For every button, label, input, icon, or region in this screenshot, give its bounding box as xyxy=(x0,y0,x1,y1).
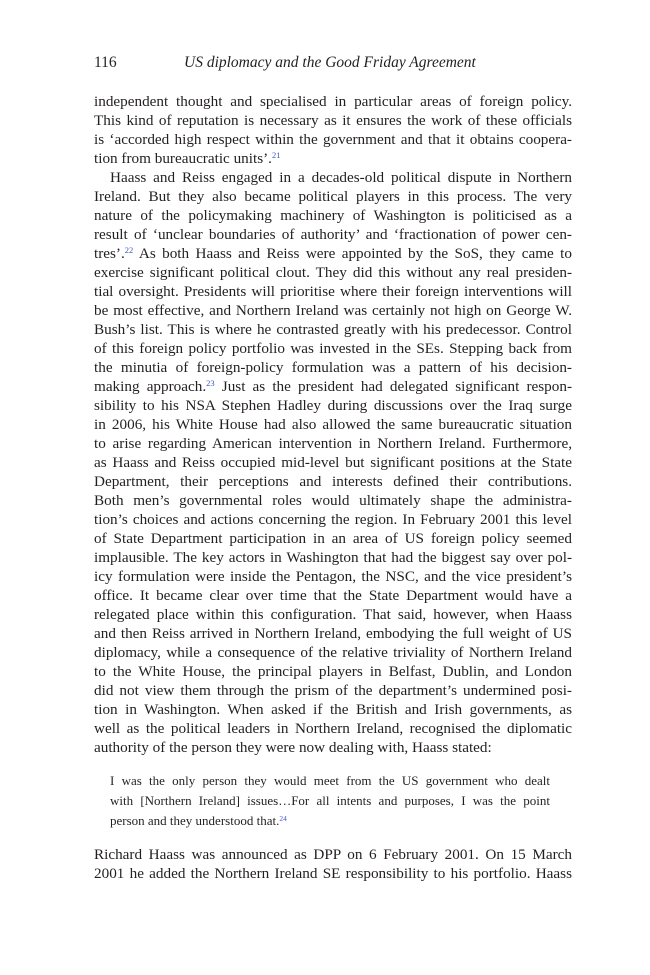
block-quote xyxy=(94,771,572,831)
text-line: sibility to his NSA Stephen Hadley during discussions over the Iraq surge xyxy=(94,397,572,414)
text-line: of this foreign policy portfolio was invested in the SEs. Stepping back from xyxy=(94,340,572,357)
text-line: independent thought and specialised in particular areas of foreign policy. xyxy=(94,93,572,110)
text-line: the minutia of foreign-policy formulation was a pattern of his decision- xyxy=(94,359,572,376)
text-line: Bush’s list. This is where he contrasted greatly with his predecessor. Control xyxy=(94,321,572,338)
running-header xyxy=(94,53,574,73)
text-line: to arise regarding American intervention in Northern Ireland. Furthermore, xyxy=(94,435,572,452)
text-line: implausible. The key actors in Washington that had the biggest say over pol- xyxy=(94,549,572,566)
text-fragment: tres’. xyxy=(94,245,125,262)
paragraph-2 xyxy=(94,168,572,757)
text-line xyxy=(94,244,572,263)
text-line: well as the political leaders in Northern Ireland, recognised the diplomatic xyxy=(94,720,572,737)
text-line: Richard Haass was announced as DPP on 6 February 2001. On 15 March xyxy=(94,846,572,863)
text-fragment: making approach. xyxy=(94,378,207,395)
text-line: tion in Washington. When asked if the British and Irish governments, as xyxy=(94,701,572,718)
quote-line xyxy=(110,811,550,831)
text-line: nature of the policymaking machinery of Washington is politicised as a xyxy=(94,207,572,224)
text-line: Department, their perceptions and interests defined their contributions. xyxy=(94,473,572,490)
text-line: and then Reiss arrived in Northern Ireland, embodying the full weight of US xyxy=(94,625,572,642)
text-line: did not view them through the prism of the department’s undermined posi- xyxy=(94,682,572,699)
text-line: Both men’s governmental roles would ultimately shape the administra- xyxy=(94,492,572,509)
text-line: relegated place within this configuration. That said, however, when Haass xyxy=(94,606,572,623)
text-line xyxy=(94,149,572,168)
text-line: icy formulation were inside the Pentagon, the NSC, and the vice president’s xyxy=(94,568,572,585)
text-line: office. It became clear over time that the State Department would have a xyxy=(94,587,572,604)
footnote-ref-24[interactable]: 24 xyxy=(279,814,287,823)
footnote-ref-22[interactable]: 22 xyxy=(124,245,134,255)
body-text xyxy=(94,92,572,883)
text-line: as Haass and Reiss occupied mid-level but significant positions at the State xyxy=(94,454,572,471)
text-line: is ‘accorded high respect within the government and that it obtains coopera- xyxy=(94,131,572,148)
paragraph-1 xyxy=(94,92,572,168)
text-line: result of ‘unclear boundaries of authority’ and ‘fractionation of power cen- xyxy=(94,226,572,243)
text-line: Haass and Reiss engaged in a decades-old political dispute in Northern xyxy=(110,169,572,186)
text-line: be most effective, and Northern Ireland was certainly not high on George W. xyxy=(94,302,572,319)
quote-line: I was the only person they would meet from the US government who dealt xyxy=(110,773,550,788)
text-fragment: tion from bureaucratic units’. xyxy=(94,150,272,167)
page-number: 116 xyxy=(94,54,117,71)
text-line: exercise significant political clout. They did this without any real presiden- xyxy=(94,264,572,281)
paragraph-3 xyxy=(94,845,572,883)
text-line: to the White House, the principal players in Belfast, Dublin, and London xyxy=(94,663,572,680)
text-line: 2001 he added the Northern Ireland SE responsibility to his portfolio. Haass xyxy=(94,865,572,882)
text-line: This kind of reputation is necessary as it ensures the work of these officials xyxy=(94,112,572,129)
text-line xyxy=(94,377,572,396)
text-line: authority of the person they were now dealing with, Haass stated: xyxy=(94,739,492,756)
quote-line: with [Northern Ireland] issues…For all intents and purposes, I was the point xyxy=(110,793,550,808)
text-line: Ireland. But they also became political players in this process. The very xyxy=(94,188,572,205)
text-line: of State Department participation in an area of US foreign policy seemed xyxy=(94,530,572,547)
text-line: tial oversight. Presidents will prioritise where their foreign interventions will xyxy=(94,283,572,300)
text-line: diplomacy, while a consequence of the relative triviality of Northern Ireland xyxy=(94,644,572,661)
text-fragment: person and they understood that. xyxy=(110,813,280,828)
text-line: tion’s choices and actions concerning the region. In February 2001 this level xyxy=(94,511,572,528)
running-title: US diplomacy and the Good Friday Agreement xyxy=(184,54,476,71)
footnote-ref-21[interactable]: 21 xyxy=(271,150,281,160)
text-fragment: Just as the president had delegated significant respon- xyxy=(214,378,573,395)
footnote-ref-23[interactable]: 23 xyxy=(206,378,215,388)
text-fragment: As both Haass and Reiss were appointed by the SoS, they came to xyxy=(133,245,572,262)
text-line: in 2006, his White House had also allowed the same bureaucratic situation xyxy=(94,416,572,433)
